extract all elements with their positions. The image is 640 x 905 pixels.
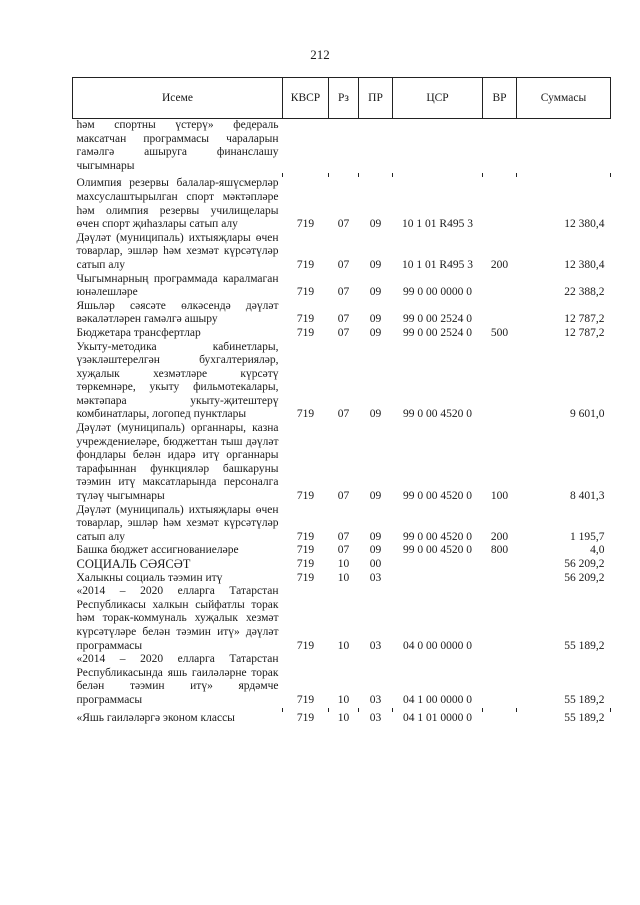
row-vr <box>483 572 517 586</box>
row-rz: 10 <box>337 693 350 706</box>
row-sum: 12 787,2 <box>564 326 605 339</box>
column-header-csr: ЦСР <box>393 78 483 119</box>
table-row-section <box>73 558 611 572</box>
row-pr: 03 <box>369 571 382 584</box>
row-pr: 09 <box>369 258 382 271</box>
row-rz <box>329 119 359 174</box>
table-row <box>73 504 611 545</box>
row-rz: 07 <box>337 218 350 231</box>
row-kvsr: 719 <box>296 313 315 326</box>
row-kvsr: 719 <box>296 530 315 543</box>
row-name: Башка бюджет ассигнованиеләре <box>76 544 239 557</box>
row-sum: 1 195,7 <box>570 530 605 543</box>
column-header-kvsr: КВСР <box>283 78 329 119</box>
row-vr <box>483 273 517 300</box>
row-rz: 10 <box>337 711 350 724</box>
row-sum <box>517 119 611 174</box>
row-vr <box>483 712 517 726</box>
row-name: Яшьләр сәясәте өлкәсендә дәүләт вәкаләтләрен гамәлгә ашыру <box>76 299 279 326</box>
row-kvsr: 719 <box>296 571 315 584</box>
column-header-rz: Рз <box>329 78 359 119</box>
row-csr: 04 0 00 0000 0 <box>403 639 472 652</box>
row-csr: 99 0 00 2524 0 <box>403 313 472 326</box>
table-row <box>73 585 611 653</box>
row-sum: 56 209,2 <box>564 558 605 570</box>
page-number: 212 <box>310 47 330 62</box>
row-vr: 500 <box>490 326 509 339</box>
row-name: һәм спортны үстерү» федераль максатчан программасы чараларын гамәлгә ашыруга финанслашу чыгымнары <box>76 119 279 172</box>
row-sum: 55 189,2 <box>564 639 605 652</box>
row-csr: 99 0 00 0000 0 <box>403 286 472 299</box>
row-sum: 8 401,3 <box>570 490 605 503</box>
row-rz: 07 <box>337 258 350 271</box>
row-kvsr: 719 <box>296 258 315 271</box>
row-vr <box>483 341 517 423</box>
row-name: Бюджетара трансфертлар <box>76 326 201 339</box>
row-name: Халыкны социаль тәэмин итү <box>76 571 223 584</box>
row-sum: 12 787,2 <box>564 313 605 326</box>
row-kvsr: 719 <box>296 693 315 706</box>
row-csr: 04 1 01 0000 0 <box>403 711 472 724</box>
column-header-pr: ПР <box>359 78 393 119</box>
row-vr <box>483 119 517 174</box>
row-pr: 03 <box>369 693 382 706</box>
row-rz: 07 <box>337 326 350 339</box>
row-sum: 55 189,2 <box>564 693 605 706</box>
row-rz: 07 <box>337 408 350 421</box>
row-rz: 07 <box>337 490 350 503</box>
row-pr: 09 <box>369 544 382 557</box>
column-header-name: Исеме <box>73 78 283 119</box>
row-csr: 99 0 00 2524 0 <box>403 326 472 339</box>
row-csr: 99 0 00 4520 0 <box>403 530 472 543</box>
table-row <box>73 300 611 327</box>
row-name: «2014 – 2020 елларга Татарстан Республикасында яшь гаиләләрне торак белән тәэмин итү» ярдәмче программасы <box>76 653 279 706</box>
row-sum: 55 189,2 <box>564 711 605 724</box>
table-row <box>73 712 611 726</box>
row-vr <box>483 558 517 572</box>
row-kvsr: 719 <box>296 286 315 299</box>
row-csr <box>393 572 483 586</box>
row-name: «Яшь гаиләләргә эконом классы <box>76 711 235 724</box>
row-rz: 10 <box>337 571 350 584</box>
row-name: Дәүләт (муниципаль) органнары, казна учреждениеләре, бюджеттан тыш дәүләт фондлары белән идарә итү органнары тарафыннан функцияләр башкаруны тәэмин итү максатларында персоналга түләү чыгымнары <box>76 422 279 503</box>
row-vr <box>483 653 517 707</box>
row-name: «2014 – 2020 елларга Татарстан Республикасы халкын сыйфатлы торак һәм торак-коммуналь хуҗалык хезмәт күрсәтүләре белән тәэмин итү» дәүләт программасы <box>76 585 279 652</box>
row-vr: 800 <box>490 544 509 557</box>
row-vr: 100 <box>490 490 509 503</box>
row-sum: 9 601,0 <box>570 408 605 421</box>
row-rz: 07 <box>337 530 350 543</box>
table-row <box>73 572 611 586</box>
row-sum: 56 209,2 <box>564 571 605 584</box>
row-sum: 12 380,4 <box>564 258 605 271</box>
row-sum: 4,0 <box>590 544 605 557</box>
row-csr: 10 1 01 R495 3 <box>402 218 473 231</box>
row-pr: 00 <box>369 558 382 570</box>
row-csr: 99 0 00 4520 0 <box>403 408 472 421</box>
column-header-vr: ВР <box>483 78 517 119</box>
row-kvsr: 719 <box>296 639 315 652</box>
row-kvsr: 719 <box>296 490 315 503</box>
row-kvsr: 719 <box>296 408 315 421</box>
table-row <box>73 177 611 231</box>
row-name: Дәүләт (муниципаль) ихтыяҗлары өчен товарлар, эшләр һәм хезмәт күрсәтүләр сатып алу <box>76 231 279 271</box>
row-name: Олимпия резервы балалар-яшүсмерләр махсуслаштырылган спорт мәктәпләре һәм олимпия резервы училищелары өчен спорт җиһазлары сатып алу <box>76 177 279 231</box>
row-pr: 09 <box>369 286 382 299</box>
row-name: Чыгымнарның программада каралмаган юнәлешләре <box>76 272 279 299</box>
row-pr: 03 <box>369 639 382 652</box>
row-name: Дәүләт (муниципаль) ихтыяҗлары өчен товарлар, эшләр һәм хезмәт күрсәтүләр сатып алу <box>76 503 279 543</box>
row-csr: 04 1 00 0000 0 <box>403 693 472 706</box>
row-vr: 200 <box>490 258 509 271</box>
row-csr <box>393 558 483 572</box>
row-name: Укыту-методика кабинетлары, үзәкләштерелгән бухгалтерияләр, хуҗалык хезмәтләре күрсәтү төркемнәре, укыту фильмотекалары, мәктәпара укыту-җитештерү комбинатлары, логопед пунктлары <box>76 340 279 421</box>
row-vr <box>483 177 517 231</box>
row-kvsr: 719 <box>296 326 315 339</box>
row-pr: 09 <box>369 313 382 326</box>
row-name: СОЦИАЛЬ СӘЯСӘТ <box>76 557 191 571</box>
budget-table <box>72 77 611 725</box>
row-rz: 07 <box>337 286 350 299</box>
row-csr: 99 0 00 4520 0 <box>403 544 472 557</box>
row-pr: 03 <box>369 711 382 724</box>
row-csr <box>393 119 483 174</box>
table-row <box>73 327 611 341</box>
table-header-row <box>73 78 611 119</box>
row-pr: 09 <box>369 408 382 421</box>
row-vr: 200 <box>490 530 509 543</box>
row-vr <box>483 300 517 327</box>
row-rz: 07 <box>337 313 350 326</box>
row-csr: 10 1 01 R495 3 <box>402 258 473 271</box>
column-header-sum: Суммасы <box>517 78 611 119</box>
table-row <box>73 341 611 423</box>
row-pr: 09 <box>369 530 382 543</box>
row-kvsr: 719 <box>296 544 315 557</box>
table-row <box>73 422 611 504</box>
table-row <box>73 232 611 273</box>
row-rz: 10 <box>337 639 350 652</box>
table-row <box>73 544 611 558</box>
row-sum: 22 388,2 <box>564 286 605 299</box>
row-kvsr: 719 <box>296 711 315 724</box>
row-kvsr: 719 <box>296 218 315 231</box>
row-rz: 10 <box>337 558 350 570</box>
row-pr <box>359 119 393 174</box>
row-csr: 99 0 00 4520 0 <box>403 490 472 503</box>
table-row <box>73 119 611 174</box>
row-pr: 09 <box>369 218 382 231</box>
row-vr <box>483 585 517 653</box>
row-kvsr <box>283 119 329 174</box>
row-pr: 09 <box>369 490 382 503</box>
row-sum: 12 380,4 <box>564 218 605 231</box>
table-row <box>73 273 611 300</box>
table-row <box>73 653 611 707</box>
row-pr: 09 <box>369 326 382 339</box>
row-kvsr: 719 <box>296 558 315 570</box>
row-rz: 07 <box>337 544 350 557</box>
